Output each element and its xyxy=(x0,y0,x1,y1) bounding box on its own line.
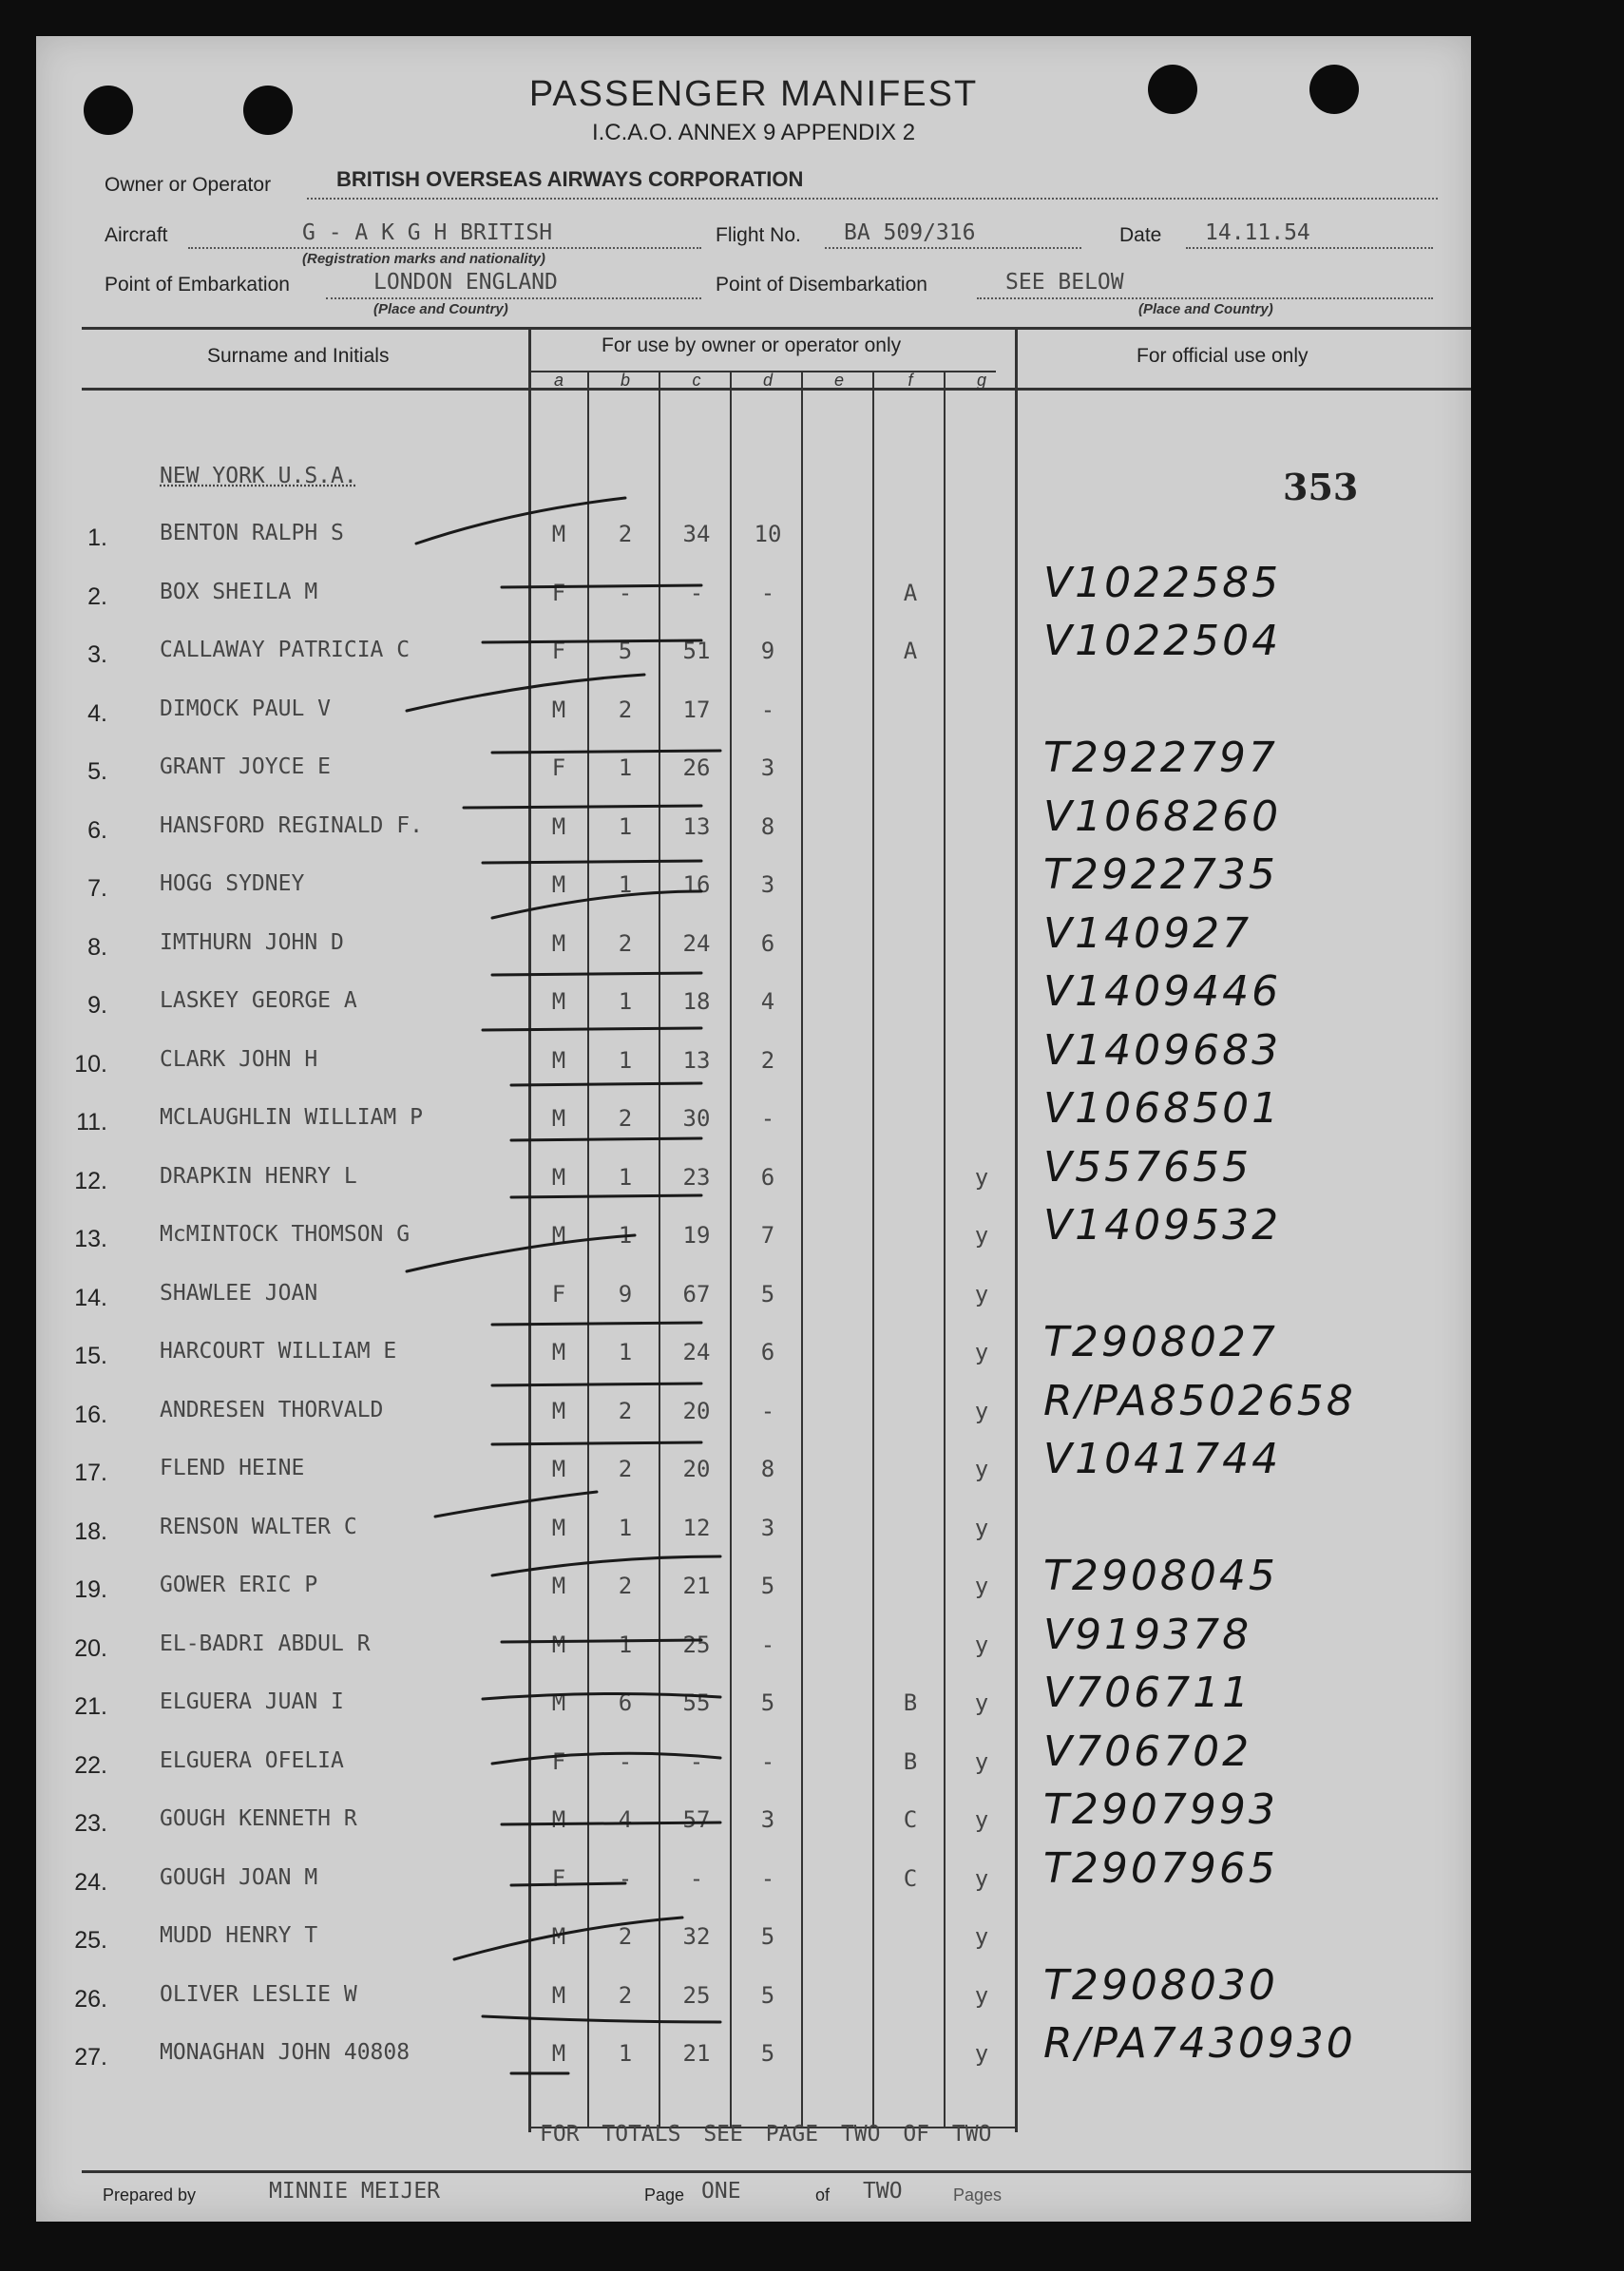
pen-stroke xyxy=(502,1640,701,1642)
cell-g: y xyxy=(974,1982,989,2009)
row-number: 17. xyxy=(74,1460,107,1486)
pages-label: Pages xyxy=(953,2185,1003,2204)
cell-c: 13 xyxy=(682,813,711,840)
cell-a: M xyxy=(551,1515,566,1541)
cell-b: 4 xyxy=(618,1806,633,1833)
subcol-f: f xyxy=(908,371,913,390)
cell-d: 4 xyxy=(760,988,775,1015)
page-reference-number: 353 xyxy=(1283,466,1359,508)
cell-b: - xyxy=(618,580,633,606)
cell-b: 1 xyxy=(618,2040,633,2067)
owner-label: Owner or Operator xyxy=(105,174,272,196)
row-number: 10. xyxy=(74,1051,107,1078)
cell-b: 9 xyxy=(618,1281,633,1307)
embarkation-label: Point of Embarkation xyxy=(105,274,290,296)
cell-b: 2 xyxy=(618,1398,633,1424)
official-number: V557655 xyxy=(1043,1143,1252,1192)
cell-c: 32 xyxy=(682,1923,711,1950)
cell-d: - xyxy=(760,1632,775,1658)
row-number: 26. xyxy=(74,1986,107,2013)
cell-d: - xyxy=(760,697,775,723)
subcol-e: e xyxy=(833,371,844,390)
row-number: 12. xyxy=(74,1168,107,1194)
subcol-c: c xyxy=(692,371,701,390)
official-number: V1041744 xyxy=(1043,1435,1282,1483)
passenger-name: RENSON WALTER C xyxy=(160,1515,357,1539)
cell-a: M xyxy=(551,1339,566,1365)
cell-c: 26 xyxy=(682,754,711,781)
registration-note: (Registration marks and nationality) xyxy=(302,251,545,267)
cell-c: - xyxy=(689,1865,704,1892)
cell-c: 67 xyxy=(682,1281,711,1307)
cell-g: y xyxy=(974,1456,989,1482)
cell-g: y xyxy=(974,1222,989,1249)
official-number: T2907965 xyxy=(1043,1844,1278,1893)
row-number: 21. xyxy=(74,1693,107,1720)
cell-c: 19 xyxy=(682,1222,711,1249)
disembarkation-note: (Place and Country) xyxy=(1138,301,1273,317)
cell-g: y xyxy=(974,1689,989,1716)
row-number: 23. xyxy=(74,1810,107,1837)
pen-stroke xyxy=(492,1442,701,1444)
cell-c: 21 xyxy=(682,2040,711,2067)
cell-d: 3 xyxy=(760,754,775,781)
passenger-name: HANSFORD REGINALD F. xyxy=(160,813,423,838)
page-label: Page xyxy=(644,2185,685,2204)
cell-d: - xyxy=(760,1398,775,1424)
passenger-name: MUDD HENRY T xyxy=(160,1923,318,1948)
cell-d: 3 xyxy=(760,1515,775,1541)
passenger-name: LASKEY GEORGE A xyxy=(160,988,357,1013)
row-number: 8. xyxy=(87,934,107,961)
section-destination: NEW YORK U.S.A. xyxy=(160,464,357,488)
passenger-name: MCLAUGHLIN WILLIAM P xyxy=(160,1105,423,1130)
cell-b: 2 xyxy=(618,1105,633,1132)
row-number: 15. xyxy=(74,1343,107,1369)
flight-value: BA 509/316 xyxy=(844,220,976,245)
pen-stroke xyxy=(483,1028,701,1030)
cell-f: B xyxy=(903,1689,918,1716)
cell-c: 13 xyxy=(682,1047,711,1074)
pen-stroke xyxy=(511,1083,701,1085)
cell-b: 2 xyxy=(618,1456,633,1482)
passenger-name: IMTHURN JOHN D xyxy=(160,930,344,955)
pen-stroke xyxy=(492,1384,701,1385)
passenger-name: HARCOURT WILLIAM E xyxy=(160,1339,397,1364)
cell-c: 55 xyxy=(682,1689,711,1716)
row-number: 13. xyxy=(74,1226,107,1252)
disembarkation-label: Point of Disembarkation xyxy=(716,274,927,296)
passenger-name: BENTON RALPH S xyxy=(160,521,344,545)
cell-f: A xyxy=(903,580,918,606)
cell-f: C xyxy=(903,1865,918,1892)
cell-b: 1 xyxy=(618,1164,633,1191)
pen-stroke xyxy=(511,1883,625,1885)
cell-c: 18 xyxy=(682,988,711,1015)
cell-c: 12 xyxy=(682,1515,711,1541)
cell-b: 6 xyxy=(618,1689,633,1716)
subcol-a: a xyxy=(553,371,564,390)
passenger-name: DIMOCK PAUL V xyxy=(160,697,332,721)
of-label: of xyxy=(815,2185,831,2204)
passenger-name: McMINTOCK THOMSON G xyxy=(160,1222,411,1247)
pen-stroke xyxy=(435,1492,597,1517)
pen-stroke xyxy=(483,640,701,642)
official-number: T2922735 xyxy=(1043,850,1278,899)
official-number: T2908045 xyxy=(1043,1552,1278,1600)
cell-d: 8 xyxy=(760,813,775,840)
cell-b: 1 xyxy=(618,988,633,1015)
cell-a: M xyxy=(551,1222,566,1249)
pen-stroke xyxy=(511,1138,701,1140)
pen-stroke xyxy=(407,1235,635,1271)
official-number: V706702 xyxy=(1043,1727,1252,1776)
cell-a: M xyxy=(551,930,566,957)
header-official-use: For official use only xyxy=(1137,345,1309,367)
cell-g: y xyxy=(974,1865,989,1892)
cell-c: 20 xyxy=(682,1398,711,1424)
cell-g: y xyxy=(974,1632,989,1658)
cell-a: M xyxy=(551,1923,566,1950)
cell-d: 7 xyxy=(760,1222,775,1249)
cell-c: 30 xyxy=(682,1105,711,1132)
cell-c: - xyxy=(689,580,704,606)
cell-g: y xyxy=(974,2040,989,2067)
row-number: 3. xyxy=(87,641,107,668)
official-number: V1022504 xyxy=(1043,617,1282,665)
cell-a: M xyxy=(551,1047,566,1074)
cell-d: 5 xyxy=(760,1689,775,1716)
cell-b: 1 xyxy=(618,754,633,781)
cell-a: M xyxy=(551,1398,566,1424)
embarkation-note: (Place and Country) xyxy=(373,301,508,317)
pen-stroke xyxy=(492,973,701,975)
pen-stroke xyxy=(492,1556,720,1575)
official-number: V1409446 xyxy=(1043,967,1282,1016)
cell-c: 16 xyxy=(682,871,711,898)
row-number: 18. xyxy=(74,1518,107,1545)
row-number: 24. xyxy=(74,1869,107,1896)
cell-d: 5 xyxy=(760,1923,775,1950)
cell-c: 20 xyxy=(682,1456,711,1482)
embarkation-value: LONDON ENGLAND xyxy=(373,270,558,295)
pen-stroke xyxy=(492,891,701,918)
page-total: TWO xyxy=(863,2179,903,2204)
passenger-name: EL-BADRI ABDUL R xyxy=(160,1632,371,1656)
row-number: 25. xyxy=(74,1927,107,1954)
cell-b: 2 xyxy=(618,697,633,723)
cell-a: M xyxy=(551,521,566,547)
passenger-name: BOX SHEILA M xyxy=(160,580,318,604)
row-number: 2. xyxy=(87,583,107,610)
passenger-name: ANDRESEN THORVALD xyxy=(160,1398,384,1422)
date-value: 14.11.54 xyxy=(1205,220,1310,245)
cell-b: 2 xyxy=(618,1923,633,1950)
pen-stroke xyxy=(492,1323,701,1325)
cell-a: F xyxy=(551,754,566,781)
pen-stroke xyxy=(511,1195,701,1197)
cell-c: 25 xyxy=(682,1982,711,2009)
cell-c: - xyxy=(689,1748,704,1775)
passenger-name: ELGUERA OFELIA xyxy=(160,1748,344,1773)
cell-a: M xyxy=(551,1982,566,2009)
cell-d: 10 xyxy=(754,521,782,547)
row-number: 11. xyxy=(76,1109,107,1136)
passenger-name: ELGUERA JUAN I xyxy=(160,1689,344,1714)
cell-f: B xyxy=(903,1748,918,1775)
cell-b: 1 xyxy=(618,1632,633,1658)
row-number: 19. xyxy=(74,1576,107,1603)
cell-b: 5 xyxy=(618,638,633,664)
cell-f: C xyxy=(903,1806,918,1833)
owner-value: BRITISH OVERSEAS AIRWAYS CORPORATION xyxy=(336,167,804,191)
pen-stroke xyxy=(454,1918,682,1959)
date-label: Date xyxy=(1119,224,1162,246)
aircraft-value: G - A K G H BRITISH xyxy=(302,220,553,245)
pen-stroke xyxy=(492,751,720,753)
cell-b: 2 xyxy=(618,521,633,547)
row-number: 9. xyxy=(87,992,107,1019)
cell-f: A xyxy=(903,638,918,664)
cell-d: 3 xyxy=(760,1806,775,1833)
cell-a: M xyxy=(551,813,566,840)
passenger-name: GOUGH KENNETH R xyxy=(160,1806,357,1831)
official-number: T2907993 xyxy=(1043,1785,1278,1834)
cell-a: M xyxy=(551,1164,566,1191)
disembarkation-value: SEE BELOW xyxy=(1005,270,1124,295)
passenger-name: SHAWLEE JOAN xyxy=(160,1281,318,1306)
row-number: 1. xyxy=(87,525,107,551)
official-number: V706711 xyxy=(1043,1669,1252,1717)
row-number: 14. xyxy=(74,1285,107,1311)
pen-stroke xyxy=(464,806,701,808)
passenger-name: FLEND HEINE xyxy=(160,1456,305,1480)
header-owner-use: For use by owner or operator only xyxy=(602,334,902,356)
cell-b: 2 xyxy=(618,930,633,957)
row-number: 4. xyxy=(87,700,107,727)
manifest-title: PASSENGER MANIFEST xyxy=(528,74,979,114)
official-number: T2908027 xyxy=(1043,1318,1278,1366)
cell-c: 17 xyxy=(682,697,711,723)
subcol-b: b xyxy=(620,371,630,390)
official-number: V1068260 xyxy=(1043,792,1282,841)
cell-c: 21 xyxy=(682,1573,711,1599)
cell-a: M xyxy=(551,1573,566,1599)
passenger-name: MONAGHAN JOHN 40808 xyxy=(160,2040,411,2065)
cell-a: M xyxy=(551,2040,566,2067)
passenger-name: GRANT JOYCE E xyxy=(160,754,332,779)
cell-g: y xyxy=(974,1806,989,1833)
official-number: V1409532 xyxy=(1043,1201,1282,1250)
page-number: ONE xyxy=(701,2179,741,2204)
cell-a: M xyxy=(551,1105,566,1132)
cell-d: 5 xyxy=(760,1982,775,2009)
passenger-name: HOGG SYDNEY xyxy=(160,871,305,896)
pen-stroke xyxy=(407,675,644,711)
row-number: 6. xyxy=(87,817,107,844)
flight-label: Flight No. xyxy=(716,224,801,246)
row-number: 7. xyxy=(87,875,107,902)
cell-c: 51 xyxy=(682,638,711,664)
cell-d: 5 xyxy=(760,1281,775,1307)
row-number: 5. xyxy=(87,758,107,785)
cell-g: y xyxy=(974,1398,989,1424)
cell-b: 1 xyxy=(618,1047,633,1074)
cell-b: - xyxy=(618,1748,633,1775)
cell-a: M xyxy=(551,1806,566,1833)
cell-g: y xyxy=(974,1164,989,1191)
prepared-by-label: Prepared by xyxy=(103,2185,197,2204)
cell-b: 1 xyxy=(618,871,633,898)
pen-stroke xyxy=(492,1753,720,1764)
cell-a: M xyxy=(551,697,566,723)
official-number: V1409683 xyxy=(1043,1026,1282,1075)
cell-d: 2 xyxy=(760,1047,775,1074)
cell-a: F xyxy=(551,638,566,664)
pen-stroke xyxy=(483,861,701,863)
cell-c: 57 xyxy=(682,1806,711,1833)
cell-b: - xyxy=(618,1865,633,1892)
official-number: T2922797 xyxy=(1043,734,1278,782)
cell-g: y xyxy=(974,1339,989,1365)
cell-a: M xyxy=(551,1689,566,1716)
row-number: 27. xyxy=(74,2044,107,2071)
passenger-name: DRAPKIN HENRY L xyxy=(160,1164,357,1189)
official-number: R/PA7430930 xyxy=(1043,2019,1356,2068)
cell-b: 1 xyxy=(618,813,633,840)
official-number: V919378 xyxy=(1043,1611,1252,1659)
cell-b: 1 xyxy=(618,1222,633,1249)
cell-a: F xyxy=(551,1748,566,1775)
cell-d: 6 xyxy=(760,930,775,957)
footer-rule xyxy=(82,2170,1471,2173)
subcol-d: d xyxy=(762,371,773,390)
cell-a: M xyxy=(551,1632,566,1658)
passenger-name: CLARK JOHN H xyxy=(160,1047,318,1072)
passenger-name: GOUGH JOAN M xyxy=(160,1865,318,1890)
cell-g: y xyxy=(974,1515,989,1541)
pen-stroke xyxy=(416,498,625,544)
cell-a: F xyxy=(551,1281,566,1307)
cell-b: 2 xyxy=(618,1573,633,1599)
totals-note: FOR TOTALS SEE PAGE TWO OF TWO xyxy=(540,2122,992,2147)
cell-d: 3 xyxy=(760,871,775,898)
cell-c: 25 xyxy=(682,1632,711,1658)
cell-c: 24 xyxy=(682,930,711,957)
row-number: 20. xyxy=(74,1635,107,1662)
cell-a: M xyxy=(551,871,566,898)
official-number: V1022585 xyxy=(1043,559,1282,607)
passenger-name: CALLAWAY PATRICIA C xyxy=(160,638,411,662)
cell-g: y xyxy=(974,1748,989,1775)
official-number: R/PA8502658 xyxy=(1043,1377,1356,1425)
official-number: V1068501 xyxy=(1043,1084,1282,1133)
row-number: 16. xyxy=(74,1402,107,1428)
cell-d: - xyxy=(760,1105,775,1132)
cell-a: M xyxy=(551,1456,566,1482)
official-number: T2908030 xyxy=(1043,1961,1278,2010)
cell-b: 1 xyxy=(618,1339,633,1365)
manifest-subtitle: I.C.A.O. ANNEX 9 APPENDIX 2 xyxy=(591,120,916,145)
aircraft-label: Aircraft xyxy=(105,224,168,246)
official-number: V140927 xyxy=(1043,909,1252,958)
cell-b: 2 xyxy=(618,1982,633,2009)
row-number: 22. xyxy=(74,1752,107,1779)
cell-d: 5 xyxy=(760,1573,775,1599)
passenger-name: OLIVER LESLIE W xyxy=(160,1982,357,2007)
cell-d: 5 xyxy=(760,2040,775,2067)
cell-c: 24 xyxy=(682,1339,711,1365)
subcol-g: g xyxy=(976,371,986,390)
pen-stroke xyxy=(483,2016,720,2022)
cell-a: F xyxy=(551,1865,566,1892)
cell-d: 6 xyxy=(760,1339,775,1365)
cell-b: 1 xyxy=(618,1515,633,1541)
cell-g: y xyxy=(974,1923,989,1950)
cell-d: 8 xyxy=(760,1456,775,1482)
passenger-name: GOWER ERIC P xyxy=(160,1573,318,1597)
cell-d: - xyxy=(760,580,775,606)
cell-g: y xyxy=(974,1281,989,1307)
cell-d: - xyxy=(760,1865,775,1892)
pen-stroke xyxy=(502,1823,720,1824)
prepared-by-value: MINNIE MEIJER xyxy=(269,2179,441,2204)
pen-strokes xyxy=(36,36,1471,2222)
cell-c: 34 xyxy=(682,521,711,547)
cell-d: 9 xyxy=(760,638,775,664)
cell-a: M xyxy=(551,988,566,1015)
manifest-sheet xyxy=(36,36,1471,2222)
cell-c: 23 xyxy=(682,1164,711,1191)
cell-d: - xyxy=(760,1748,775,1775)
pen-stroke xyxy=(483,1693,720,1699)
pen-stroke xyxy=(502,585,701,587)
cell-g: y xyxy=(974,1573,989,1599)
cell-d: 6 xyxy=(760,1164,775,1191)
cell-a: F xyxy=(551,580,566,606)
header-surname: Surname and Initials xyxy=(207,345,390,367)
